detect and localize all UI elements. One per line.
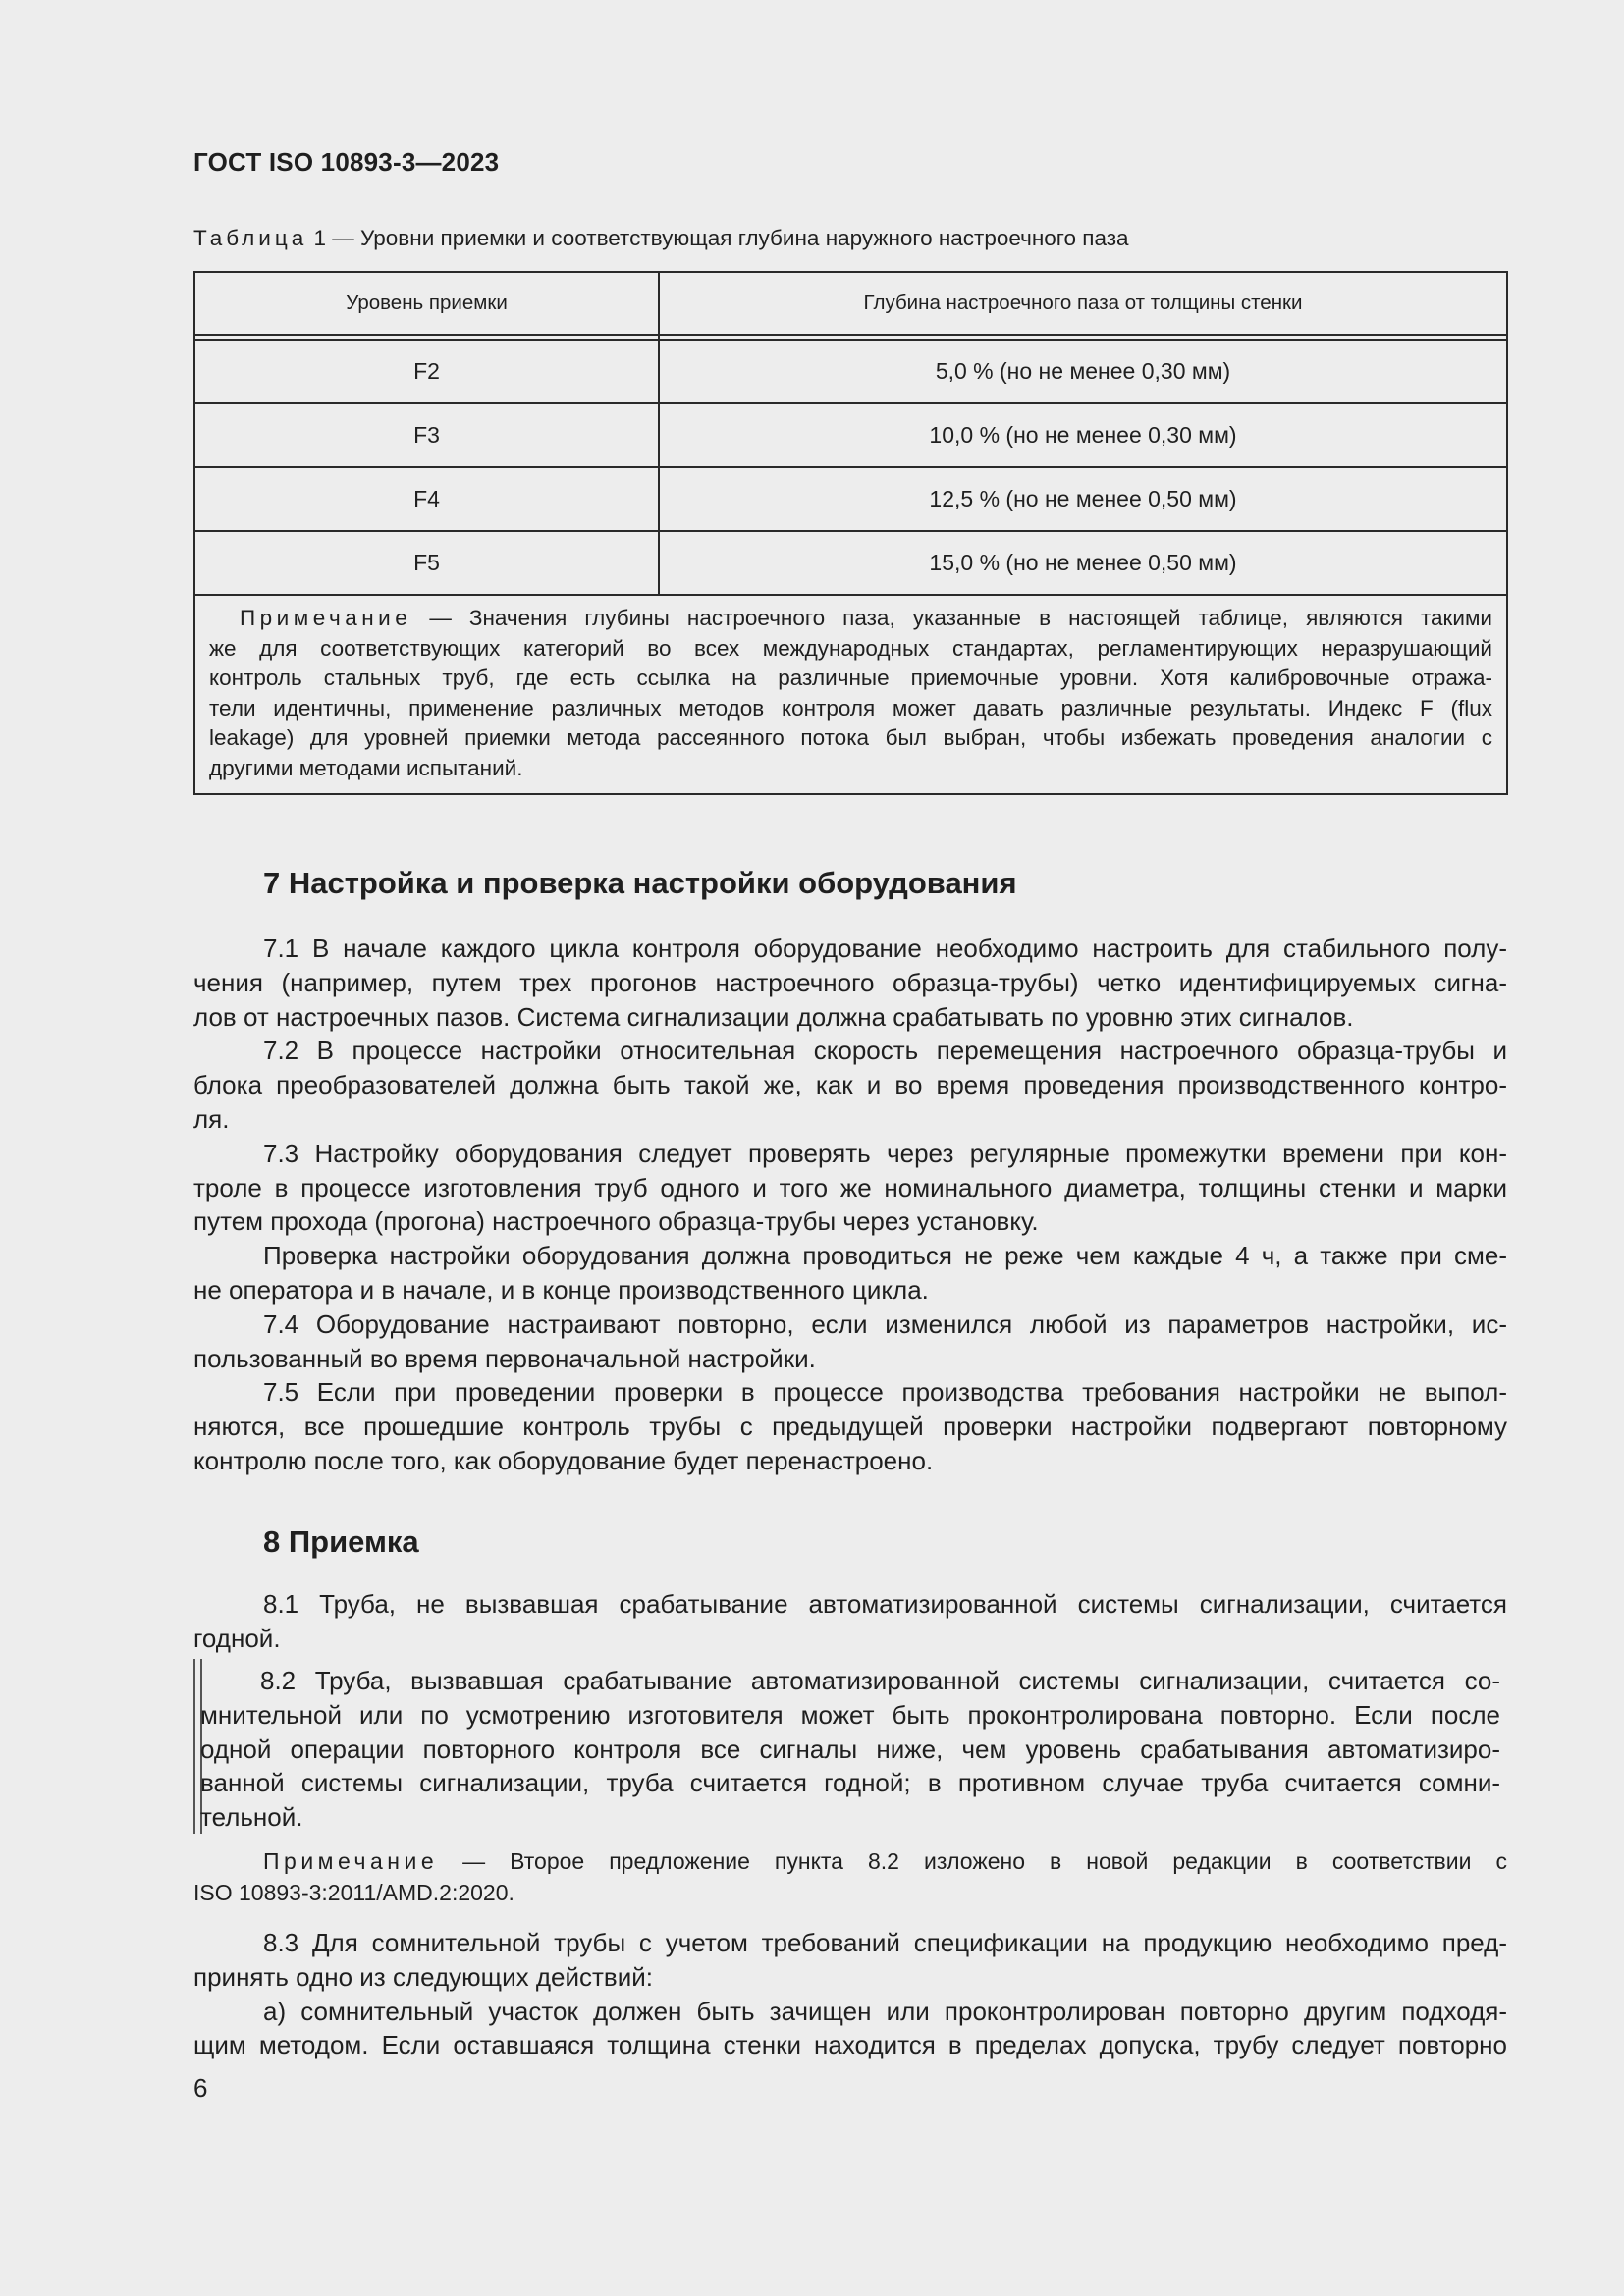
paragraph-8-1	[193, 1587, 1507, 1656]
table-note-line: leakage) для уровней приемки метода рассеянного потока был выбран, чтобы избежать проведения аналогии с	[209, 725, 1492, 750]
text-line: 8.1 Труба, не вызвавшая срабатывание автоматизированной системы сигнализации, считается	[263, 1589, 1507, 1619]
text-line: 7.1 В начале каждого цикла контроля оборудование необходимо настроить для стабильного полу-	[263, 934, 1507, 963]
text-line: 7.3 Настройку оборудования следует проверять через регулярные промежутки времени при кон-	[263, 1138, 1507, 1168]
table-caption	[193, 226, 1129, 251]
table-row	[194, 531, 1507, 595]
text-line: ля.	[193, 1103, 230, 1134]
table-note-label: Примечание	[240, 606, 412, 630]
table-note	[194, 595, 1507, 794]
text-line: тельной.	[200, 1802, 303, 1833]
acceptance-table	[193, 271, 1508, 795]
header-depth: Глубина настроечного паза от толщины стенки	[659, 272, 1507, 335]
text-line: щим методом. Если оставшаяся толщина стенки находится в пределах допуска, трубу следует повторно	[193, 2030, 1507, 2060]
cell-depth: 15,0 % (но не менее 0,50 мм)	[659, 531, 1507, 595]
text-line: мнительной или по усмотрению изготовителя может быть проконтролирована повторно. Если после	[200, 1699, 1500, 1730]
text-line: 8.3 Для сомнительной трубы с учетом требований спецификации на продукцию необходимо пред-	[263, 1928, 1507, 1957]
paragraph-8-2	[200, 1664, 1500, 1835]
cell-depth: 10,0 % (но не менее 0,30 мм)	[659, 403, 1507, 467]
text-line: лов от настроечных пазов. Система сигнализации должна срабатывать по уровню этих сигналов.	[193, 1001, 1354, 1032]
text-line: 7.2 В процессе настройки относительная скорость перемещения настроечного образца-трубы и	[263, 1036, 1507, 1066]
text-line: не оператора и в начале, и в конце производственного цикла.	[193, 1274, 929, 1305]
text-line: 8.2 Труба, вызвавшая срабатывание автоматизированной системы сигнализации, считается со-	[260, 1666, 1500, 1695]
table-row	[194, 467, 1507, 531]
note-8-2	[193, 1845, 1507, 1908]
section-8-title: 8 Приемка	[263, 1524, 419, 1559]
text-line: ванной системы сигнализации, труба считается годной; в противном случае труба считается сомни-	[200, 1768, 1500, 1798]
text-line: контролю после того, как оборудование будет перенастроено.	[193, 1445, 934, 1475]
text-line: троле в процессе изготовления труб одного и того же номинального диаметра, толщины стенки и марки	[193, 1172, 1507, 1202]
text-line: — Второе предложение пункта 8.2 изложено в новой редакции в соответствии с	[438, 1848, 1507, 1874]
cell-depth: 12,5 % (но не менее 0,50 мм)	[659, 467, 1507, 531]
text-line: чения (например, путем трех прогонов настроечного образца-трубы) четко идентифицируемых сигна-	[193, 967, 1507, 997]
document-header: ГОСТ ISO 10893-3—2023	[193, 147, 500, 177]
section-7-title: 7 Настройка и проверка настройки оборудования	[263, 866, 1017, 900]
text-line: 7.5 Если при проведении проверки в процессе производства требования настройки не выпол-	[263, 1377, 1507, 1408]
table-caption-text: 1 — Уровни приемки и соответствующая глубина наружного настроечного паза	[307, 226, 1129, 250]
table-note-line: же для соответствующих категорий во всех международных стандартах, регламентирующих неразрушающий	[209, 635, 1492, 661]
table-row	[194, 403, 1507, 467]
table-note-line: контроль стальных труб, где есть ссылка на различные приемочные уровни. Хотя калибровочные отража-	[209, 666, 1492, 690]
text-line: 7.4 Оборудование настраивают повторно, если изменился любой из параметров настройки, ис-	[263, 1308, 1507, 1339]
text-line: а) сомнительный участок должен быть зачищен или проконтролирован повторно другим подходя-	[263, 1996, 1507, 2026]
table-caption-label: Таблица	[193, 226, 308, 250]
page-number: 6	[193, 2073, 208, 2103]
cell-level: F5	[194, 531, 659, 595]
text-line: годной.	[193, 1623, 281, 1653]
text-line: одной операции повторного контроля все сигналы ниже, чем уровень срабатывания автоматизиро-	[200, 1734, 1500, 1764]
table-note-line: — Значения глубины настроечного паза, указанные в настоящей таблице, являются такими	[411, 606, 1492, 630]
note-label: Примечание	[263, 1848, 439, 1874]
cell-level: F3	[194, 403, 659, 467]
text-line: путем прохода (прогона) настроечного образца-трубы через установку.	[193, 1206, 1039, 1237]
text-line: блока преобразователей должна быть такой же, как и во время проведения производственного контро-	[193, 1070, 1507, 1100]
header-level: Уровень приемки	[194, 272, 659, 335]
table-row	[194, 340, 1507, 403]
text-line: пользованный во время первоначальной настройки.	[193, 1343, 816, 1373]
cell-depth: 5,0 % (но не менее 0,30 мм)	[659, 340, 1507, 403]
table-header-row	[194, 272, 1507, 335]
text-line: ISO 10893-3:2011/AMD.2:2020.	[193, 1880, 514, 1905]
cell-level: F2	[194, 340, 659, 403]
text-line: няются, все прошедшие контроль трубы с предыдущей проверки настройки подвергают повторному	[193, 1412, 1507, 1442]
text-line: принять одно из следующих действий:	[193, 1961, 653, 1992]
paragraph-8-3	[193, 1926, 1507, 2062]
cell-level: F4	[194, 467, 659, 531]
section-7-body	[193, 932, 1507, 1478]
table-note-line: тели идентичны, применение различных методов контроля может давать различные результаты. Индекс F (flux	[209, 695, 1492, 721]
text-line: Проверка настройки оборудования должна проводиться не реже чем каждые 4 ч, а также при сме-	[263, 1241, 1507, 1271]
table-note-line: другими методами испытаний.	[209, 755, 523, 780]
